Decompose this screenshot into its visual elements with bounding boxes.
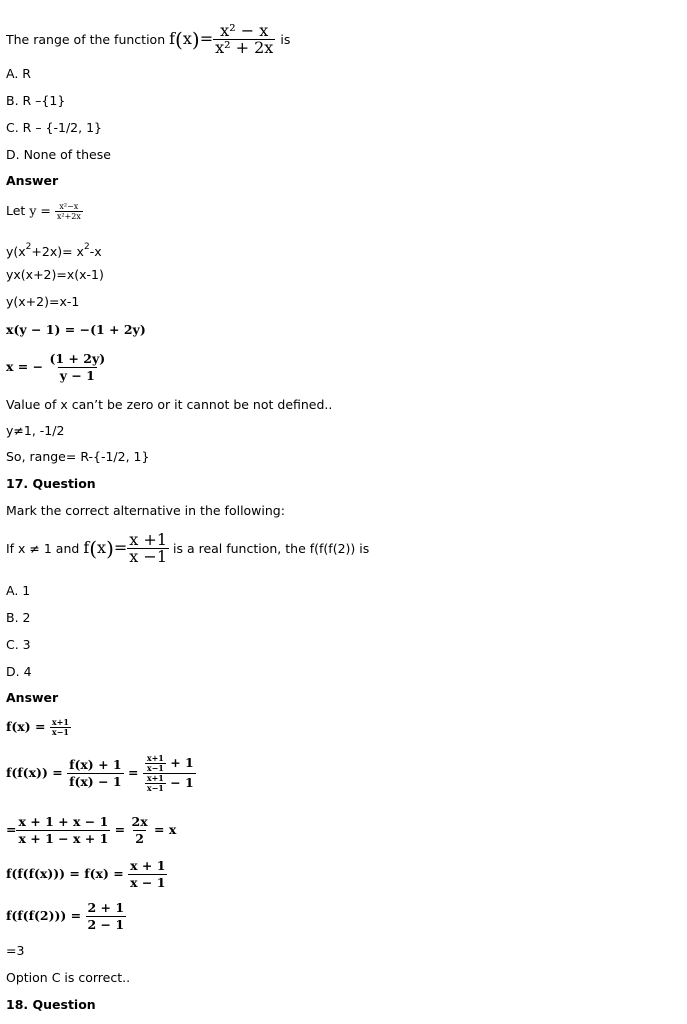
q17-step-4: f(f(f(x))) = f(x) = $\frac{x + 1}{x - 1}$ xyxy=(6,858,166,890)
q16-option-d: D. None of these xyxy=(6,147,111,162)
q16-function-expression: f(x)= $\frac{\text{x² − x}}{\text{x² + 2x}}$ xyxy=(169,21,274,57)
q16-step-5: x = − $\frac{(1 + 2y)}{y - 1}$ xyxy=(6,351,106,383)
q17-answer-heading: Answer xyxy=(6,690,59,705)
q17-stem: If x ≠ 1 and f(x)= $\frac{x +1}{x -1}$ is a real function, the f(f(f(2)) is xyxy=(6,530,370,566)
q16-range: So, range= R-{-1/2, 1} xyxy=(6,449,150,464)
q16-stem-prefix: The range of the function xyxy=(6,32,166,47)
q16-condition: y≠1, -1/2 xyxy=(6,423,65,438)
q17-title: 17. Question xyxy=(6,476,96,491)
q17-function-expression: f(x)= $\frac{x +1}{x -1}$ xyxy=(83,530,167,566)
q16-step-4: x(y − 1) = −(1 + 2y) xyxy=(6,322,146,337)
q17-step-5: f(f(f(2))) = $\frac{2 + 1}{2 - 1}$ xyxy=(6,900,125,932)
q16-answer-heading: Answer xyxy=(6,173,59,188)
q16-step-2: yx(x+2)=x(x-1) xyxy=(6,267,104,282)
q16-let-fraction: $\frac{\text{x²−x}}{\text{x²+2x}}$ xyxy=(56,202,81,221)
q16-option-b: B. R –{1} xyxy=(6,93,66,108)
q17-option-a: A. 1 xyxy=(6,583,31,598)
q17-step-3: = $\frac{x + 1 + x - 1}{x + 1 - x + 1}$ = $\frac{2x}{2}$ = x xyxy=(6,814,177,846)
q17-option-c: C. 3 xyxy=(6,637,31,652)
q17-instruction: Mark the correct alternative in the following: xyxy=(6,503,285,518)
q18-title: 18. Question xyxy=(6,997,96,1012)
q17-option-d: D. 4 xyxy=(6,664,32,679)
q17-result: =3 xyxy=(6,943,25,958)
q17-step-1: f(x) = $\frac{x+1}{x-1}$ xyxy=(6,717,69,737)
q16-let-step: Let y = $\frac{\text{x²−x}}{\text{x²+2x}}$ xyxy=(6,202,81,221)
q17-conclusion: Option C is correct.. xyxy=(6,970,131,985)
q16-fraction: $\frac{\text{x² − x}}{\text{x² + 2x}}$ xyxy=(215,21,274,57)
q16-option-a: A. R xyxy=(6,66,31,81)
q16-stem xyxy=(6,23,290,56)
q16-stem-suffix: is xyxy=(280,32,291,47)
q16-step-3: y(x+2)=x-1 xyxy=(6,294,80,309)
q16-note: Value of x can’t be zero or it cannot be not defined.. xyxy=(6,397,333,412)
q17-step-2: f(f(x)) = $\frac{f(x) + 1}{f(x) - 1}$ = $\frac{x+1}{x-1}$ + 1 $\frac{x+1}{x-1}$ − 1 xyxy=(6,753,194,793)
q16-step-1: $y(x^2+2x)= x^2-x$ xyxy=(6,242,102,259)
q16-option-c: C. R – {-1/2, 1} xyxy=(6,120,102,135)
q17-option-b: B. 2 xyxy=(6,610,31,625)
